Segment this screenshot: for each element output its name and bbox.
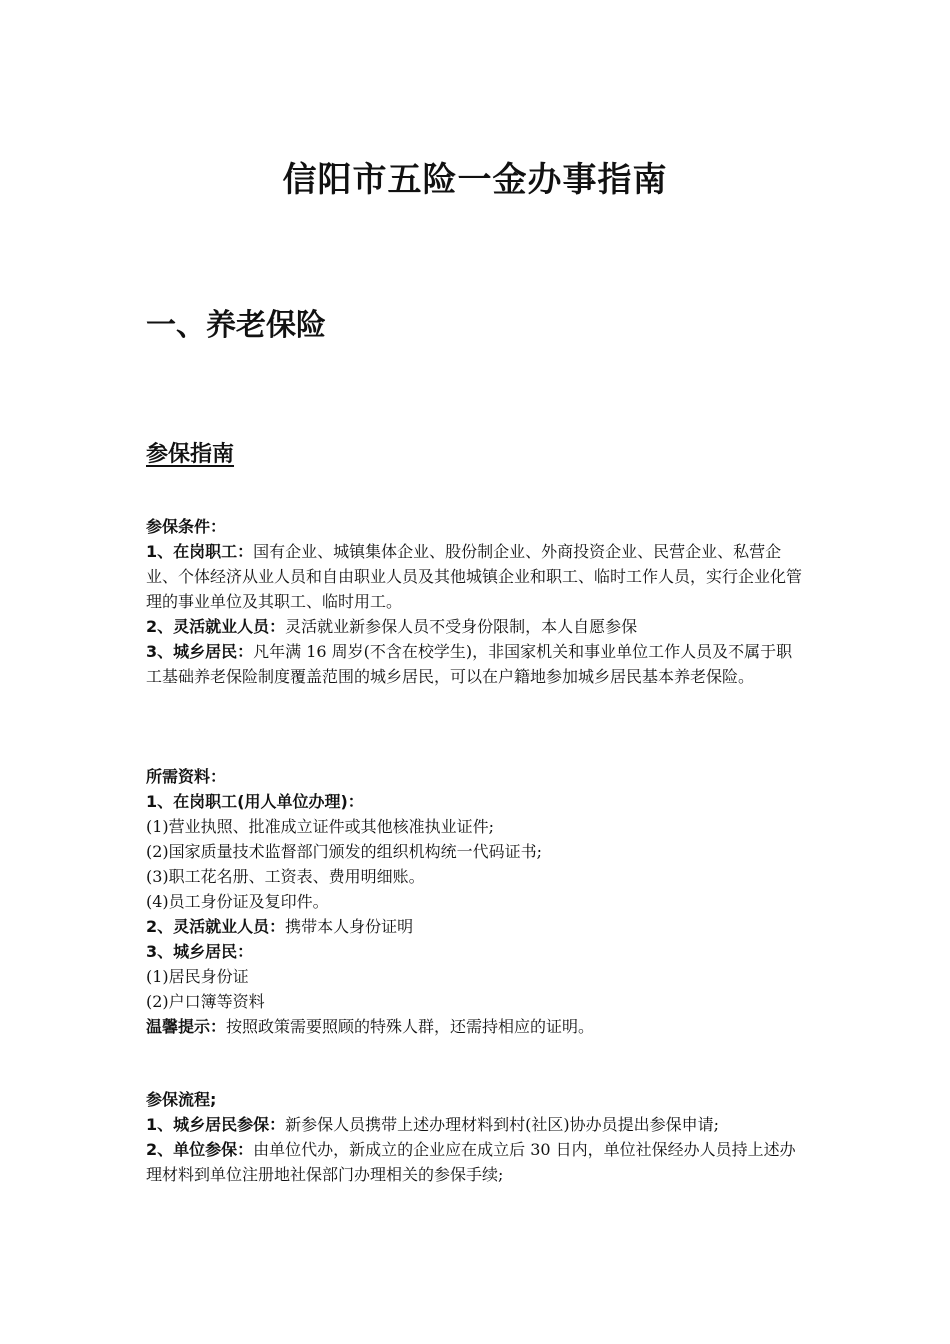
warm-tip-label: 温馨提示： bbox=[146, 1017, 227, 1036]
process-item bbox=[146, 1137, 806, 1187]
condition-item bbox=[146, 539, 806, 614]
condition-text: 灵活就业新参保人员不受身份限制，本人自愿参保 bbox=[285, 617, 638, 636]
materials-group-label: 2、灵活就业人员： bbox=[146, 917, 286, 936]
materials-group-label: 3、城乡居民： bbox=[146, 942, 254, 961]
conditions-heading: 参保条件： bbox=[146, 517, 227, 536]
materials-item: (1)营业执照、批准成立证件或其他核准执业证件; bbox=[146, 817, 495, 836]
condition-item bbox=[146, 639, 806, 689]
materials-block bbox=[146, 764, 806, 1039]
subsection-heading-guide: 参保指南 bbox=[146, 441, 235, 467]
materials-group-label: 1、在岗职工(用人单位办理)： bbox=[146, 792, 364, 811]
materials-heading: 所需资料： bbox=[146, 767, 227, 786]
materials-item: (4)员工身份证及复印件。 bbox=[146, 892, 329, 911]
condition-label: 2、灵活就业人员： bbox=[146, 617, 286, 636]
condition-text: 国有企业、城镇集体企业、股份制企业、外商投资企业、民营企业、私营企业、个体经济从业人员和自由职业人员及其他城镇企业和职工、临时工作人员，实行企业化管理的事业单位及其职工、临时用工。 bbox=[146, 542, 803, 611]
materials-item: (2)户口簿等资料 bbox=[146, 992, 265, 1011]
materials-item: (2)国家质量技术监督部门颁发的组织机构统一代码证书; bbox=[146, 842, 543, 861]
section-heading-pension: 一、养老保险 bbox=[146, 308, 326, 343]
condition-item bbox=[146, 614, 806, 639]
warm-tip-text: 按照政策需要照顾的特殊人群，还需持相应的证明。 bbox=[226, 1017, 595, 1036]
conditions-block bbox=[146, 514, 806, 689]
condition-label: 1、在岗职工： bbox=[146, 542, 254, 561]
warm-tip bbox=[146, 1014, 806, 1039]
process-label: 1、城乡居民参保： bbox=[146, 1115, 286, 1134]
process-heading: 参保流程; bbox=[146, 1090, 217, 1109]
document-title: 信阳市五险一金办事指南 bbox=[282, 160, 668, 200]
materials-item bbox=[146, 914, 806, 939]
process-label: 2、单位参保： bbox=[146, 1140, 254, 1159]
condition-text: 凡年满 16 周岁(不含在校学生)，非国家机关和事业单位工作人员及不属于职工基础养老保险制度覆盖范围的城乡居民，可以在户籍地参加城乡居民基本养老保险。 bbox=[146, 642, 793, 686]
materials-item: (1)居民身份证 bbox=[146, 967, 249, 986]
condition-label: 3、城乡居民： bbox=[146, 642, 254, 661]
process-item bbox=[146, 1112, 806, 1137]
materials-item: (3)职工花名册、工资表、费用明细账。 bbox=[146, 867, 425, 886]
materials-group-text: 携带本人身份证明 bbox=[285, 917, 414, 936]
process-text: 新参保人员携带上述办理材料到村(社区)协办员提出参保申请; bbox=[285, 1115, 720, 1134]
process-text: 由单位代办，新成立的企业应在成立后 30 日内，单位社保经办人员持上述办理材料到单位注册地社保部门办理相关的参保手续; bbox=[146, 1140, 796, 1184]
process-block bbox=[146, 1087, 806, 1187]
